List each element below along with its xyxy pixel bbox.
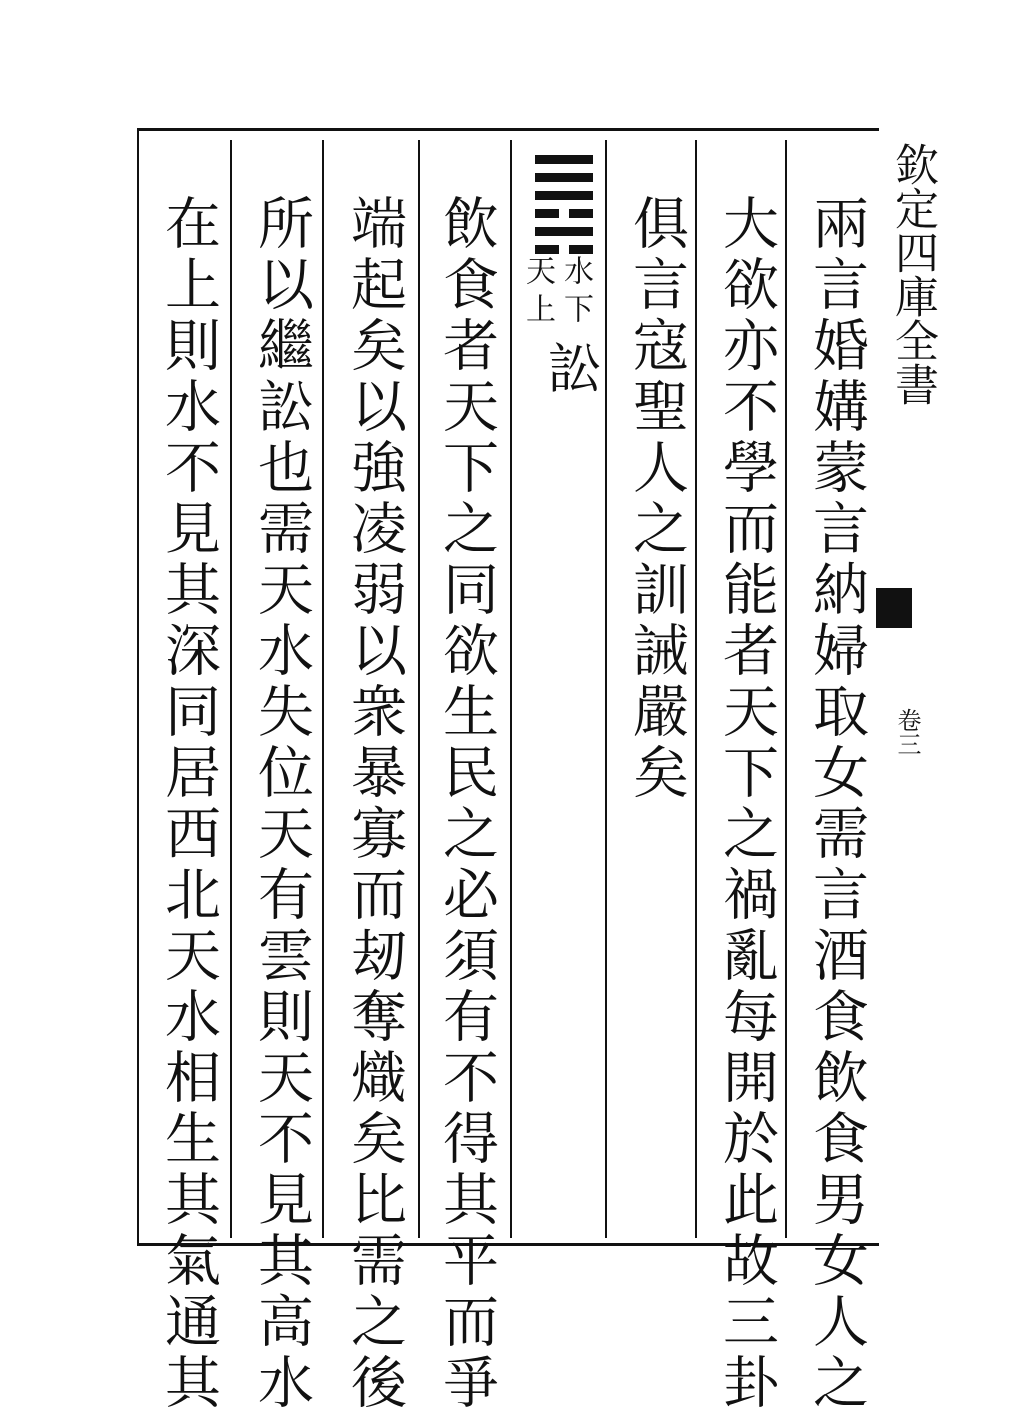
column-text: 俱言寇聖人之訓誡嚴矣 — [624, 194, 689, 804]
text-column-7 — [142, 140, 234, 1414]
hexagram-line — [535, 191, 593, 200]
column-text: 端起矣以強凌弱以衆暴寡而刼奪熾矣比需之後 — [342, 194, 407, 1414]
column-text: 兩言婚媾蒙言納婦取女需言酒食飲食男女人之 — [804, 194, 869, 1414]
column-rule — [605, 140, 607, 1238]
hexagram-line — [535, 173, 593, 182]
book-title: 欽定四庫全書 — [887, 142, 938, 406]
column-text: 大欲亦不學而能者天下之禍亂每開於此故三卦 — [714, 194, 779, 1414]
page-margin — [876, 128, 938, 1240]
text-column-4 — [420, 140, 512, 1414]
hexagram-line — [535, 155, 593, 164]
hexagram-line — [535, 227, 593, 236]
hexagram-name: 訟 — [539, 340, 602, 394]
column-text: 所以繼訟也需天水失位天有雲則天不見其高水 — [249, 194, 314, 1414]
volume-label: 卷三 — [893, 708, 921, 756]
text-column-5 — [328, 140, 420, 1414]
hexagram-symbol — [535, 155, 593, 263]
column-text: 飲食者天下之同欲生民之必須有不得其平而爭 — [434, 194, 499, 1414]
text-column-3 — [610, 140, 702, 1238]
upper-trigram-label: 天上 — [520, 255, 555, 331]
lower-trigram-label: 水下 — [558, 255, 593, 331]
text-column-6 — [235, 140, 327, 1414]
text-column-1 — [790, 140, 882, 1414]
hexagram-line — [535, 245, 593, 254]
hexagram-line — [535, 209, 593, 218]
column-text: 在上則水不見其深同居西北天水相生其氣通其 — [156, 194, 221, 1414]
text-column-2 — [700, 140, 792, 1414]
